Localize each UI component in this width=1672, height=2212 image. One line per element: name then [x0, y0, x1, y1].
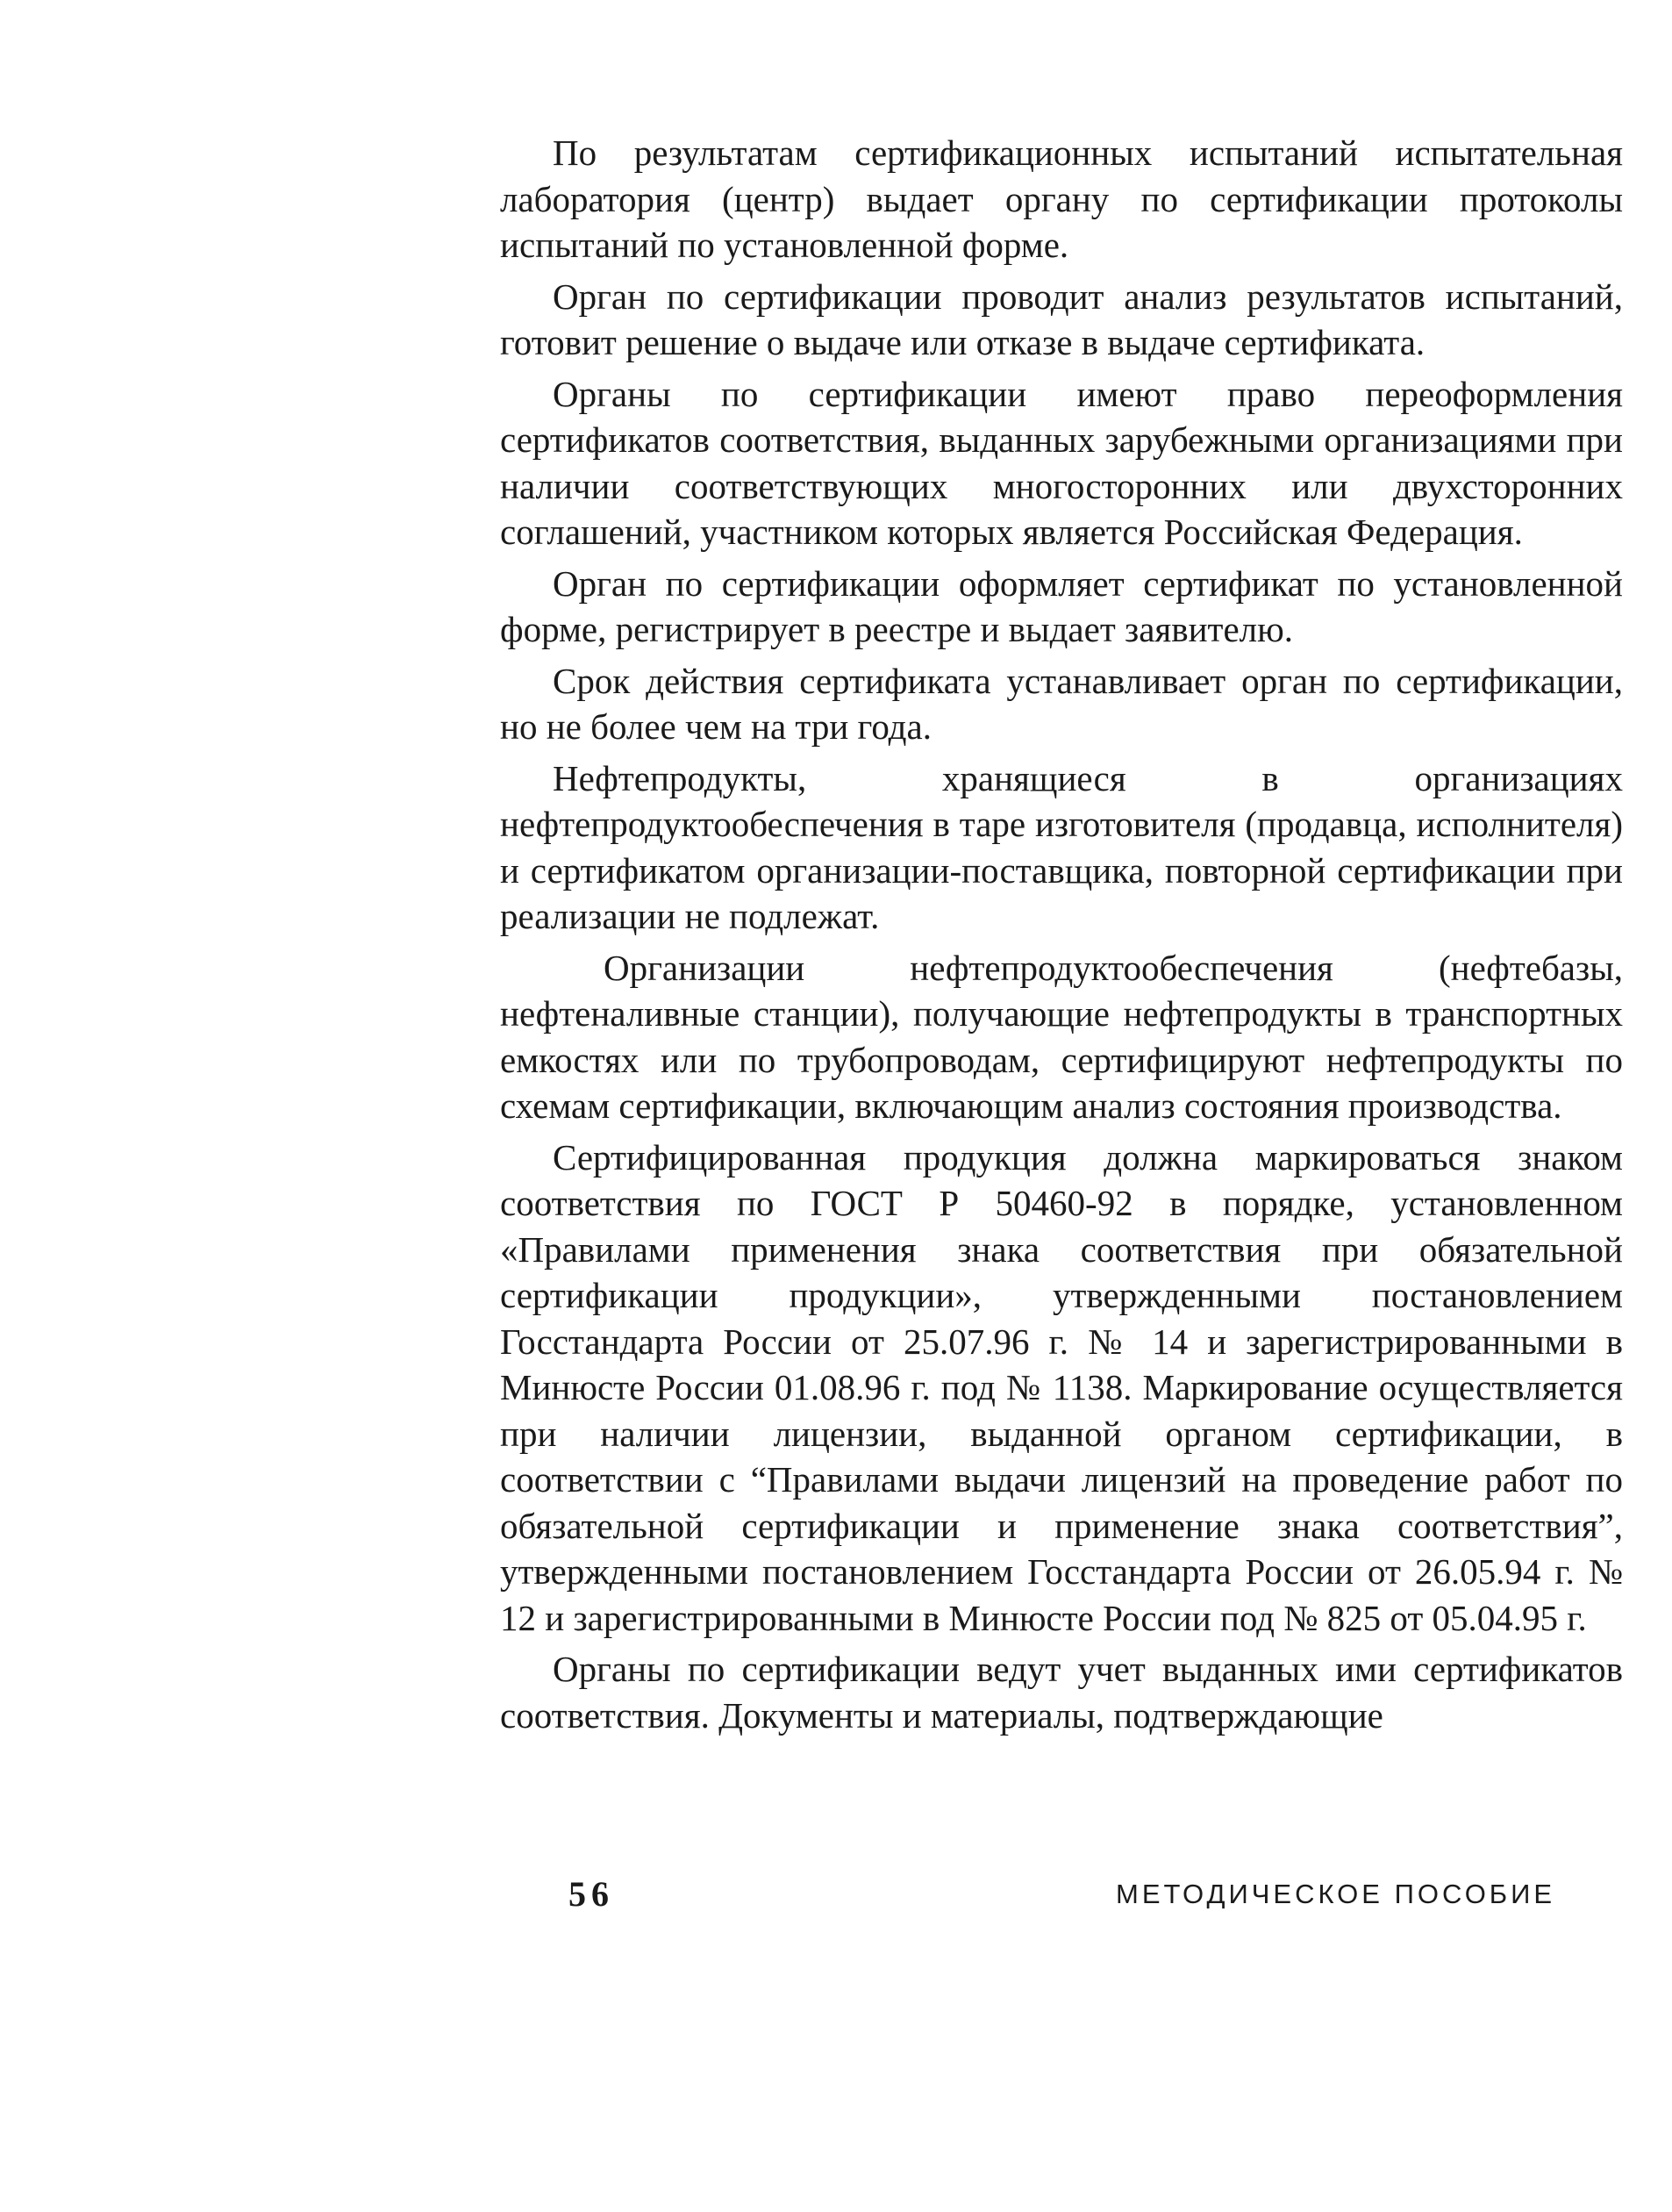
- paragraph: По результатам сертификационных испытаний испытательная лаборатория (центр) выдает органу по сертификации протоколы испытаний по установленной форме.: [500, 132, 1623, 265]
- paragraph: Нефтепродукты, хранящиеся в организациях нефтепродуктообеспечения в таре изготовителя (продавца, исполнителя) и сертификатом организации-поставщика, повторной сертификации при реализации не подлежат.: [500, 757, 1623, 936]
- page-footer: [0, 1873, 1672, 1926]
- page-number: 56: [568, 1874, 614, 1914]
- paragraph: Сертифицированная продукция должна маркироваться знаком соответствия по ГОСТ Р 50460-92 в порядке, установленном «Правилами применения знака соответствия при обязательной сертификации продукции», утвержденными постановлением Госстандарта России от 25.07.96 г. № 14 и зарегистрированными в Минюсте России 01.08.96 г. под № 1138. Маркирование осуществляется при наличии лицензии, выданной органом сертификации, в соответствии с “Правилами выдачи лицензий на проведение работ по обязательной сертификации и применение знака соответствия”, утвержденными постановлением Госстандарта России от 26.05.94 г. № 12 и зарегистрированными в Минюсте России под № 825 от 05.04.95 г.: [500, 1136, 1623, 1638]
- paragraph: Органы по сертификации ведут учет выданных ими сертификатов соответствия. Документы и материалы, подтверждающие: [500, 1649, 1623, 1736]
- paragraph: Органы по сертификации имеют право переоформления сертификатов соответствия, выданных зарубежными организациями при наличии соответствующих многосторонних или двухсторонних соглашений, участником которых является Российская Федерация.: [500, 373, 1623, 552]
- paragraph: Срок действия сертификата устанавливает орган по сертификации, но не более чем на три года.: [500, 660, 1623, 747]
- paragraph: Организации нефтепродуктообеспечения (нефтебазы, нефтеналивные станции), получающие нефтепродукты в транспортных емкостях или по трубопроводам, сертифицируют нефтепродукты по схемам сертификации, включающим анализ состояния производства.: [500, 947, 1623, 1126]
- body-text: [500, 130, 1623, 1743]
- running-title: МЕТОДИЧЕСКОЕ ПОСОБИЕ: [1116, 1879, 1556, 1909]
- paragraph: Орган по сертификации проводит анализ результатов испытаний, готовит решение о выдаче или отказе в выдаче сертификата.: [500, 276, 1623, 362]
- paragraph: Орган по сертификации оформляет сертификат по установленной форме, регистрирует в реестре и выдает заявителю.: [500, 562, 1623, 649]
